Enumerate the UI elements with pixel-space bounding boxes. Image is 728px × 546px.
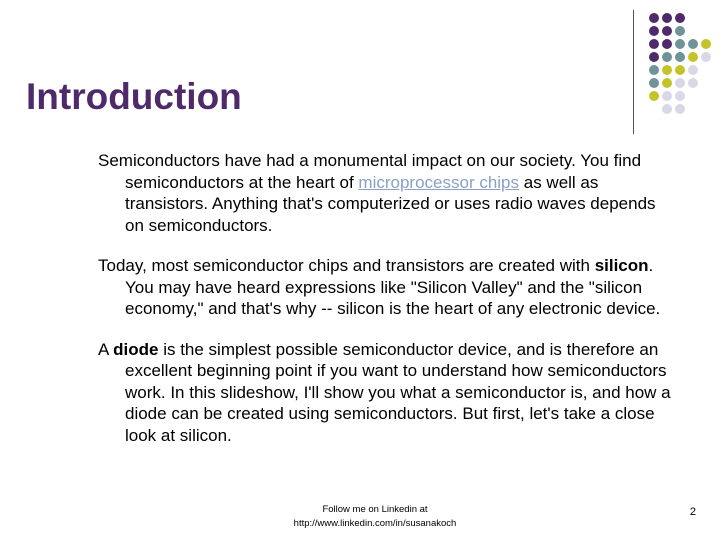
page-number: 2 (689, 506, 696, 518)
decorative-dot (649, 13, 659, 23)
decorative-dot (662, 13, 672, 23)
decorative-dot (675, 91, 685, 101)
decorative-dot (688, 52, 698, 62)
decorative-dot (662, 104, 672, 114)
decorative-dot (688, 39, 698, 49)
decorative-dot (675, 13, 685, 23)
slide-title: Introduction (26, 76, 242, 117)
paragraph-text: . You may have heard expressions like "Silicon Valley" and the "silicon economy," and that's why -- silicon is the heart of any electronic device. (125, 256, 661, 318)
slide-body (98, 150, 673, 465)
decorative-dot-grid (0, 0, 728, 140)
microprocessor-chips-link[interactable]: microprocessor chips (358, 172, 520, 192)
decorative-dot (662, 91, 672, 101)
decorative-dot (662, 52, 672, 62)
decorative-dot (649, 78, 659, 88)
bold-term-diode: diode (113, 339, 159, 359)
paragraph-text: Today, most semiconductor chips and transistors are created with (98, 256, 595, 275)
paragraph-text: A (98, 339, 114, 359)
paragraph-text: is the simplest possible semiconductor device, and is therefore an excellent beginning point if you want to understand how semiconductors work. In this slideshow, I'll show you what a semiconductor is, and how a diode can be created using semiconductors. But first, let's take a close look at silicon. (125, 339, 671, 445)
decorative-dot (688, 65, 698, 75)
decorative-dot (649, 52, 659, 62)
slide-footer (260, 503, 490, 531)
decorative-dot (675, 78, 685, 88)
decorative-dot (701, 39, 711, 49)
footer-link[interactable]: http://www.linkedin.com/in/susanakoch (293, 518, 457, 529)
decorative-dot (649, 91, 659, 101)
bold-term-silicon: silicon (594, 256, 649, 275)
decorative-dot (675, 65, 685, 75)
paragraph-text: Semiconductors have had a monumental impact on our society. You find semiconductors at the heart of (98, 151, 642, 192)
decorative-dot (662, 26, 672, 36)
footer-line-1: Follow me on Linkedin at (322, 504, 428, 515)
decorative-dot (675, 39, 685, 49)
decorative-dot (662, 65, 672, 75)
decorative-dot (688, 78, 698, 88)
decorative-dot (675, 104, 685, 114)
decorative-dot (649, 65, 659, 75)
paragraph-semiconductors (98, 150, 673, 236)
decorative-dot (662, 39, 672, 49)
decorative-dot (675, 52, 685, 62)
decorative-dot (662, 78, 672, 88)
decorative-dot (649, 26, 659, 36)
paragraph-diode (98, 339, 673, 447)
decorative-dot (649, 39, 659, 49)
decorative-dot (701, 52, 711, 62)
paragraph-text: as well as transistors. Anything that's computerized or uses radio waves depends on semiconductors. (125, 172, 656, 235)
paragraph-silicon (98, 255, 673, 320)
decorative-dot (675, 26, 685, 36)
